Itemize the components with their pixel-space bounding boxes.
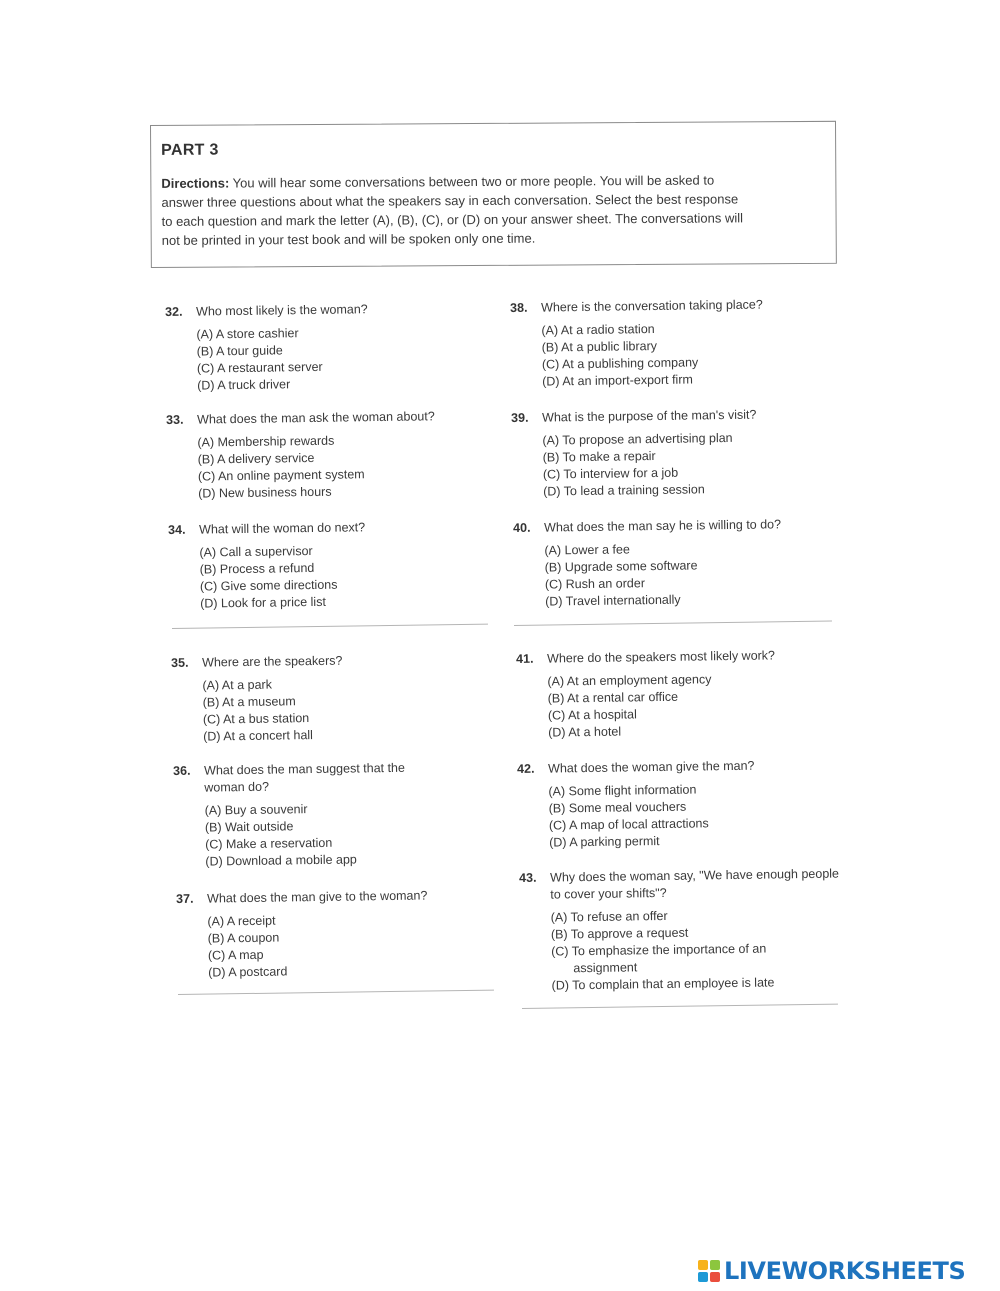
question-text: What does the man give to the woman? (207, 888, 428, 906)
answer-option[interactable]: (A) Membership rewards (197, 433, 335, 450)
question-38 (510, 296, 821, 391)
answer-option[interactable]: (B) Process a refund (199, 560, 315, 577)
answer-option[interactable]: (D) Look for a price list (200, 594, 326, 611)
answer-option[interactable]: (A) A store cashier (196, 326, 299, 342)
question-number: 34. (168, 522, 186, 537)
answer-option[interactable]: (C) A restaurant server (196, 359, 323, 376)
answer-option[interactable]: (A) At an employment agency (547, 672, 712, 689)
directions-line: answer three questions about what the speakers say in each conversation. Select the best response (161, 191, 739, 210)
answer-option[interactable]: (D) At a hotel (548, 724, 622, 740)
question-number: 41. (516, 651, 534, 666)
question-number: 32. (165, 304, 183, 319)
answer-option[interactable]: (B) A coupon (207, 930, 280, 946)
answer-option[interactable]: (D) New business hours (198, 484, 332, 501)
answer-option[interactable]: (B) At a rental car office (547, 689, 679, 706)
directions-line: You will hear some conversations between two or more people. You will be asked to (229, 172, 715, 191)
directions-label: Directions: (161, 175, 230, 191)
question-40 (513, 516, 824, 611)
question-text: Where is the conversation taking place? (541, 297, 763, 315)
question-text: What will the woman do next? (199, 520, 366, 537)
answer-option[interactable]: (A) At a park (202, 677, 273, 693)
logo-text: LIVEWORKSHEETS (724, 1257, 966, 1285)
answer-option[interactable]: (C) At a bus station (202, 711, 310, 727)
answer-option[interactable]: (D) A postcard (208, 964, 288, 980)
question-34 (168, 518, 469, 613)
answer-option[interactable]: (C) To emphasize the importance of an assignment (551, 941, 767, 976)
answer-option[interactable]: (B) Upgrade some software (544, 558, 698, 575)
question-43 (519, 866, 841, 995)
question-42 (517, 757, 828, 852)
answer-option[interactable]: (D) A truck driver (197, 377, 291, 393)
answer-option[interactable]: (C) Give some directions (199, 577, 338, 594)
part-title: PART 3 (161, 141, 219, 159)
answer-option[interactable]: (A) Call a supervisor (199, 543, 313, 560)
logo-square (710, 1272, 720, 1282)
question-text: What does the man say he is willing to do? (544, 517, 782, 535)
answer-option[interactable]: (C) Rush an order (544, 576, 646, 592)
liveworksheets-logo[interactable] (698, 1257, 965, 1285)
question-text: What does the man ask the woman about? (197, 409, 435, 427)
directions-box (150, 121, 837, 268)
answer-option[interactable]: (D) Travel internationally (545, 592, 681, 609)
answer-option[interactable]: (C) At a publishing company (541, 355, 699, 372)
divider-line (514, 621, 832, 626)
answer-option[interactable]: (A) Buy a souvenir (204, 802, 308, 818)
question-37 (176, 887, 477, 982)
question-33 (166, 408, 487, 503)
logo-grid-icon (698, 1260, 720, 1282)
answer-option[interactable]: (B) At a public library (541, 338, 658, 355)
answer-option[interactable]: (A) Lower a fee (544, 542, 630, 558)
answer-option[interactable]: (A) To propose an advertising plan (542, 430, 733, 448)
answer-option[interactable]: (C) A map of local attractions (548, 816, 709, 833)
question-number: 39. (511, 410, 529, 425)
question-number: 36. (173, 763, 191, 778)
question-35 (171, 651, 472, 746)
answer-option[interactable]: (D) To lead a training session (543, 482, 705, 499)
logo-square (710, 1260, 720, 1270)
answer-option[interactable]: (D) At an import-export firm (542, 372, 693, 389)
directions-text (161, 170, 823, 250)
question-text: What does the man suggest that the woman do? (204, 760, 406, 795)
question-36 (173, 759, 444, 871)
question-text: What is the purpose of the man's visit? (542, 407, 757, 425)
answer-option[interactable]: (C) To interview for a job (542, 465, 679, 482)
directions-line: to each question and mark the letter (A), (B), (C), or (D) on your answer sheet. The conversations will (161, 210, 744, 229)
question-number: 38. (510, 300, 528, 315)
answer-option[interactable]: (B) A delivery service (197, 450, 315, 467)
answer-option[interactable]: (B) At a museum (202, 694, 296, 710)
question-32 (165, 300, 466, 395)
answer-option[interactable]: (B) Wait outside (204, 819, 294, 835)
question-number: 37. (176, 891, 194, 906)
question-number: 40. (513, 520, 531, 535)
answer-option[interactable]: (B) A tour guide (196, 343, 283, 359)
answer-option[interactable]: (D) To complain that an employee is late (551, 975, 775, 993)
question-41 (516, 647, 827, 742)
answer-option[interactable]: (A) To refuse an offer (550, 908, 668, 925)
answer-option[interactable]: (B) Some meal vouchers (548, 799, 687, 816)
divider-line (172, 624, 488, 629)
question-39 (511, 406, 822, 501)
question-text: Why does the woman say, "We have enough people to cover your shifts"? (550, 866, 840, 902)
question-text: Where are the speakers? (202, 653, 343, 670)
answer-option[interactable]: (B) To approve a request (550, 925, 689, 942)
question-text: What does the woman give the man? (548, 758, 755, 776)
answer-option[interactable]: (A) A receipt (207, 913, 276, 929)
answer-option[interactable]: (D) At a concert hall (203, 728, 313, 744)
answer-option[interactable]: (C) At a hospital (547, 707, 637, 723)
question-number: 43. (519, 870, 537, 885)
directions-line: not be printed in your test book and will be spoken only one time. (161, 230, 536, 248)
answer-option[interactable]: (A) Some flight information (548, 782, 697, 799)
answer-option[interactable]: (D) A parking permit (549, 834, 660, 850)
logo-square (698, 1260, 708, 1270)
answer-option[interactable]: (C) An online payment system (197, 467, 365, 484)
question-number: 42. (517, 761, 535, 776)
answer-option[interactable]: (B) To make a repair (542, 448, 656, 465)
answer-option[interactable]: (C) A map (207, 947, 264, 963)
question-number: 33. (166, 412, 184, 427)
answer-option[interactable]: (A) At a radio station (541, 321, 655, 338)
logo-square (698, 1272, 708, 1282)
divider-line (178, 990, 494, 995)
question-text: Where do the speakers most likely work? (547, 648, 776, 666)
question-number: 35. (171, 655, 189, 670)
question-text: Who most likely is the woman? (196, 302, 368, 319)
answer-option[interactable]: (D) Download a mobile app (205, 852, 357, 869)
divider-line (522, 1004, 838, 1009)
answer-option[interactable]: (C) Make a reservation (205, 835, 333, 852)
